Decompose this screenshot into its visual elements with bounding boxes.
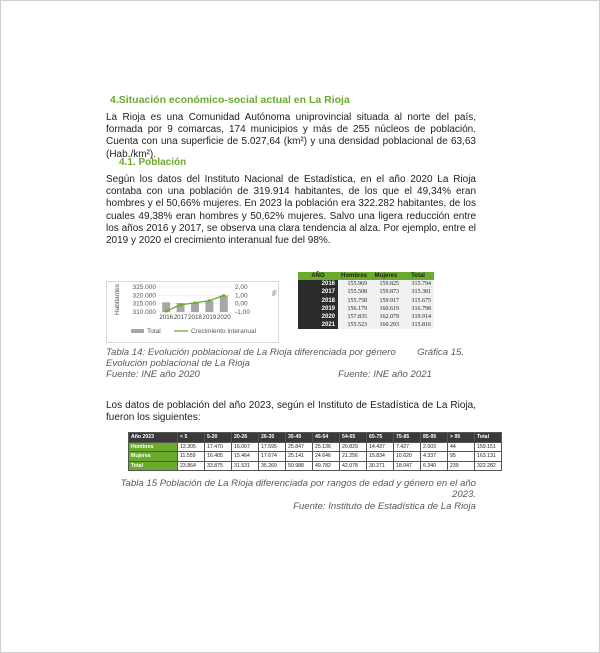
cell-value: 163.131 [475, 452, 502, 462]
table-row [129, 442, 502, 452]
cell-value: 49.782 [313, 461, 340, 471]
cell-value: 7.427 [394, 442, 421, 452]
table-row: 2021 155.523 160.293 315.816 [298, 321, 434, 329]
cell-value: 42.078 [340, 461, 367, 471]
cell-value: 30.271 [367, 461, 394, 471]
cell-value: 14.437 [367, 442, 394, 452]
x-tick-label: 2017 [173, 314, 188, 321]
age-header: 20-26 [232, 433, 259, 443]
cell-value: 322.282 [475, 461, 502, 471]
cell-value: 25.847 [286, 442, 313, 452]
cell-value: 15.464 [232, 452, 259, 462]
table-row [129, 452, 502, 462]
age-header: 26-35 [259, 433, 286, 443]
cell-value: 17.470 [205, 442, 232, 452]
age-header: > 95 [448, 433, 475, 443]
table14-caption: Tabla 14: Evolución poblacional de La Rioja diferenciada por género Gráfica 15. Evolución poblacional de La Rioja [106, 347, 465, 369]
age-header: 45-54 [313, 433, 340, 443]
cell-value: 31.531 [232, 461, 259, 471]
cell-value: 16.405 [205, 452, 232, 462]
bar-2019 [205, 301, 213, 312]
age-header: Año 2023 [129, 433, 178, 443]
legend-label-growth: Crecimiento interanual [191, 328, 257, 335]
legend-label-total: Total [147, 328, 161, 335]
age-header: 35-45 [286, 433, 313, 443]
population-paragraph: Según los datos del Instituto Nacional de Estadística, en el año 2020 La Rioja contaba con una población de 319.914 habitantes, de los que el 49,34% eran hombres y el 50,66% mujeres. En 2023 la población era 322.282 habitantes, de los cuales 49,38% eran hombres y 50,62% mujeres. Salvo una ligera reducción entre los años 2016 y 2017, se observa una clara tendencia al alza. Por ejemplo, entre el 2019 y 2020 el crecimiento interanual fue del 98%. [106, 174, 476, 247]
age-header: Total [475, 433, 502, 443]
cell-value: 95 [448, 452, 475, 462]
population-chart [106, 281, 279, 343]
x-tick-label: 2019 [202, 314, 217, 321]
x-tick-label: 2020 [216, 314, 231, 321]
cell-value: 11.559 [178, 452, 205, 462]
y-axis-label: Habitantes [114, 283, 121, 316]
y2-tick-label: 0,00 [235, 300, 248, 308]
population-2023-paragraph: Los datos de población del año 2023, según el Instituto de Estadística de La Rioja, fueron los siguientes: [106, 400, 476, 424]
y2-tick-label: 2,00 [235, 284, 248, 291]
age-header: 65-75 [367, 433, 394, 443]
cell-value: 159.151 [475, 442, 502, 452]
row-label: Total [129, 461, 178, 471]
cell-value: 239 [448, 461, 475, 471]
cell-value: 16.067 [232, 442, 259, 452]
cell-value: 18.047 [394, 461, 421, 471]
table-header-row [298, 272, 434, 280]
cell-value: 15.834 [367, 452, 394, 462]
y2-tick-label: 1,00 [235, 292, 248, 300]
age-range-table [128, 432, 502, 471]
y-tick-label: 320.000 [132, 292, 156, 300]
y2-axis-label: % [270, 290, 277, 296]
header-total: Total [402, 272, 434, 280]
age-header: < 5 [178, 433, 205, 443]
cell-value: 44 [448, 442, 475, 452]
cell-value: 25.136 [313, 442, 340, 452]
age-header: 75-85 [394, 433, 421, 443]
x-tick-label: 2016 [159, 314, 174, 321]
y2-tick-label: -1,00 [235, 309, 250, 316]
table-header-row [129, 433, 502, 443]
x-tick-label: 2018 [188, 314, 202, 321]
cell-value: 50.988 [286, 461, 313, 471]
chart-svg [107, 282, 278, 342]
cell-value: 25.141 [286, 452, 313, 462]
row-label: Mujeres [129, 452, 178, 462]
legend-swatch-total [131, 329, 144, 333]
table-row: 2020 157.835 162.079 319.914 [298, 313, 434, 321]
cell-value: 10.620 [394, 452, 421, 462]
table15-caption: Tabla 15 Población de La Rioja diferenciada por rangos de edad y género en el año 2023. [120, 478, 476, 500]
growth-point-2017 [179, 303, 182, 306]
growth-point-2016 [165, 310, 168, 313]
cell-value: 21.256 [340, 452, 367, 462]
cell-value: 4.337 [421, 452, 448, 462]
cell-value: 33.875 [205, 461, 232, 471]
table-row: 2019 156.179 160.619 316.798 [298, 305, 434, 313]
table-row: 2016 155.969 159.825 315.794 [298, 280, 434, 288]
table-row: 2017 155.508 159.873 315.381 [298, 288, 434, 296]
header-women: Mujeres [370, 272, 402, 280]
table-row: 2018 155.758 159.917 315.675 [298, 297, 434, 305]
cell-value: 17.595 [259, 442, 286, 452]
table-row [129, 461, 502, 471]
cell-value: 23.864 [178, 461, 205, 471]
row-label: Hombres [129, 442, 178, 452]
intro-paragraph: La Rioja es una Comunidad Autónoma uniprovincial situada al norte del país, formada por 9 comarcas, 174 municipios y más de 255 núcleos de población. Cuenta con una superficie de 5.027,64 (km²) y una densidad poblacional de 63,63 (Hab./km²). [106, 112, 476, 160]
source-ier: Fuente: Instituto de Estadística de La Rioja [293, 501, 476, 512]
cell-value: 24.646 [313, 452, 340, 462]
growth-point-2018 [194, 301, 197, 304]
growth-point-2020 [222, 294, 225, 297]
age-header: 5-20 [205, 433, 232, 443]
section-title: 4.Situación económico-social actual en La Rioja [110, 94, 350, 106]
cell-value: 20.829 [340, 442, 367, 452]
cell-value: 35.269 [259, 461, 286, 471]
subsection-title: 4.1. Población [119, 157, 187, 168]
source-ine-2021: Fuente: INE año 2021 [338, 369, 432, 380]
cell-value: 2.003 [421, 442, 448, 452]
cell-value: 17.674 [259, 452, 286, 462]
y-tick-label: 315.000 [132, 300, 156, 308]
bar-2020 [220, 295, 228, 312]
cell-value: 6.340 [421, 461, 448, 471]
age-header: 54-65 [340, 433, 367, 443]
y-tick-label: 310.000 [132, 309, 156, 316]
population-gender-table [298, 272, 434, 329]
y-tick-label: 325.000 [132, 284, 156, 291]
cell-value: 12.305 [178, 442, 205, 452]
growth-point-2019 [208, 299, 211, 302]
source-ine-2020: Fuente: INE año 2020 [106, 369, 200, 380]
header-men: Hombres [338, 272, 370, 280]
age-header: 85-95 [421, 433, 448, 443]
header-year: AÑO [298, 272, 338, 280]
